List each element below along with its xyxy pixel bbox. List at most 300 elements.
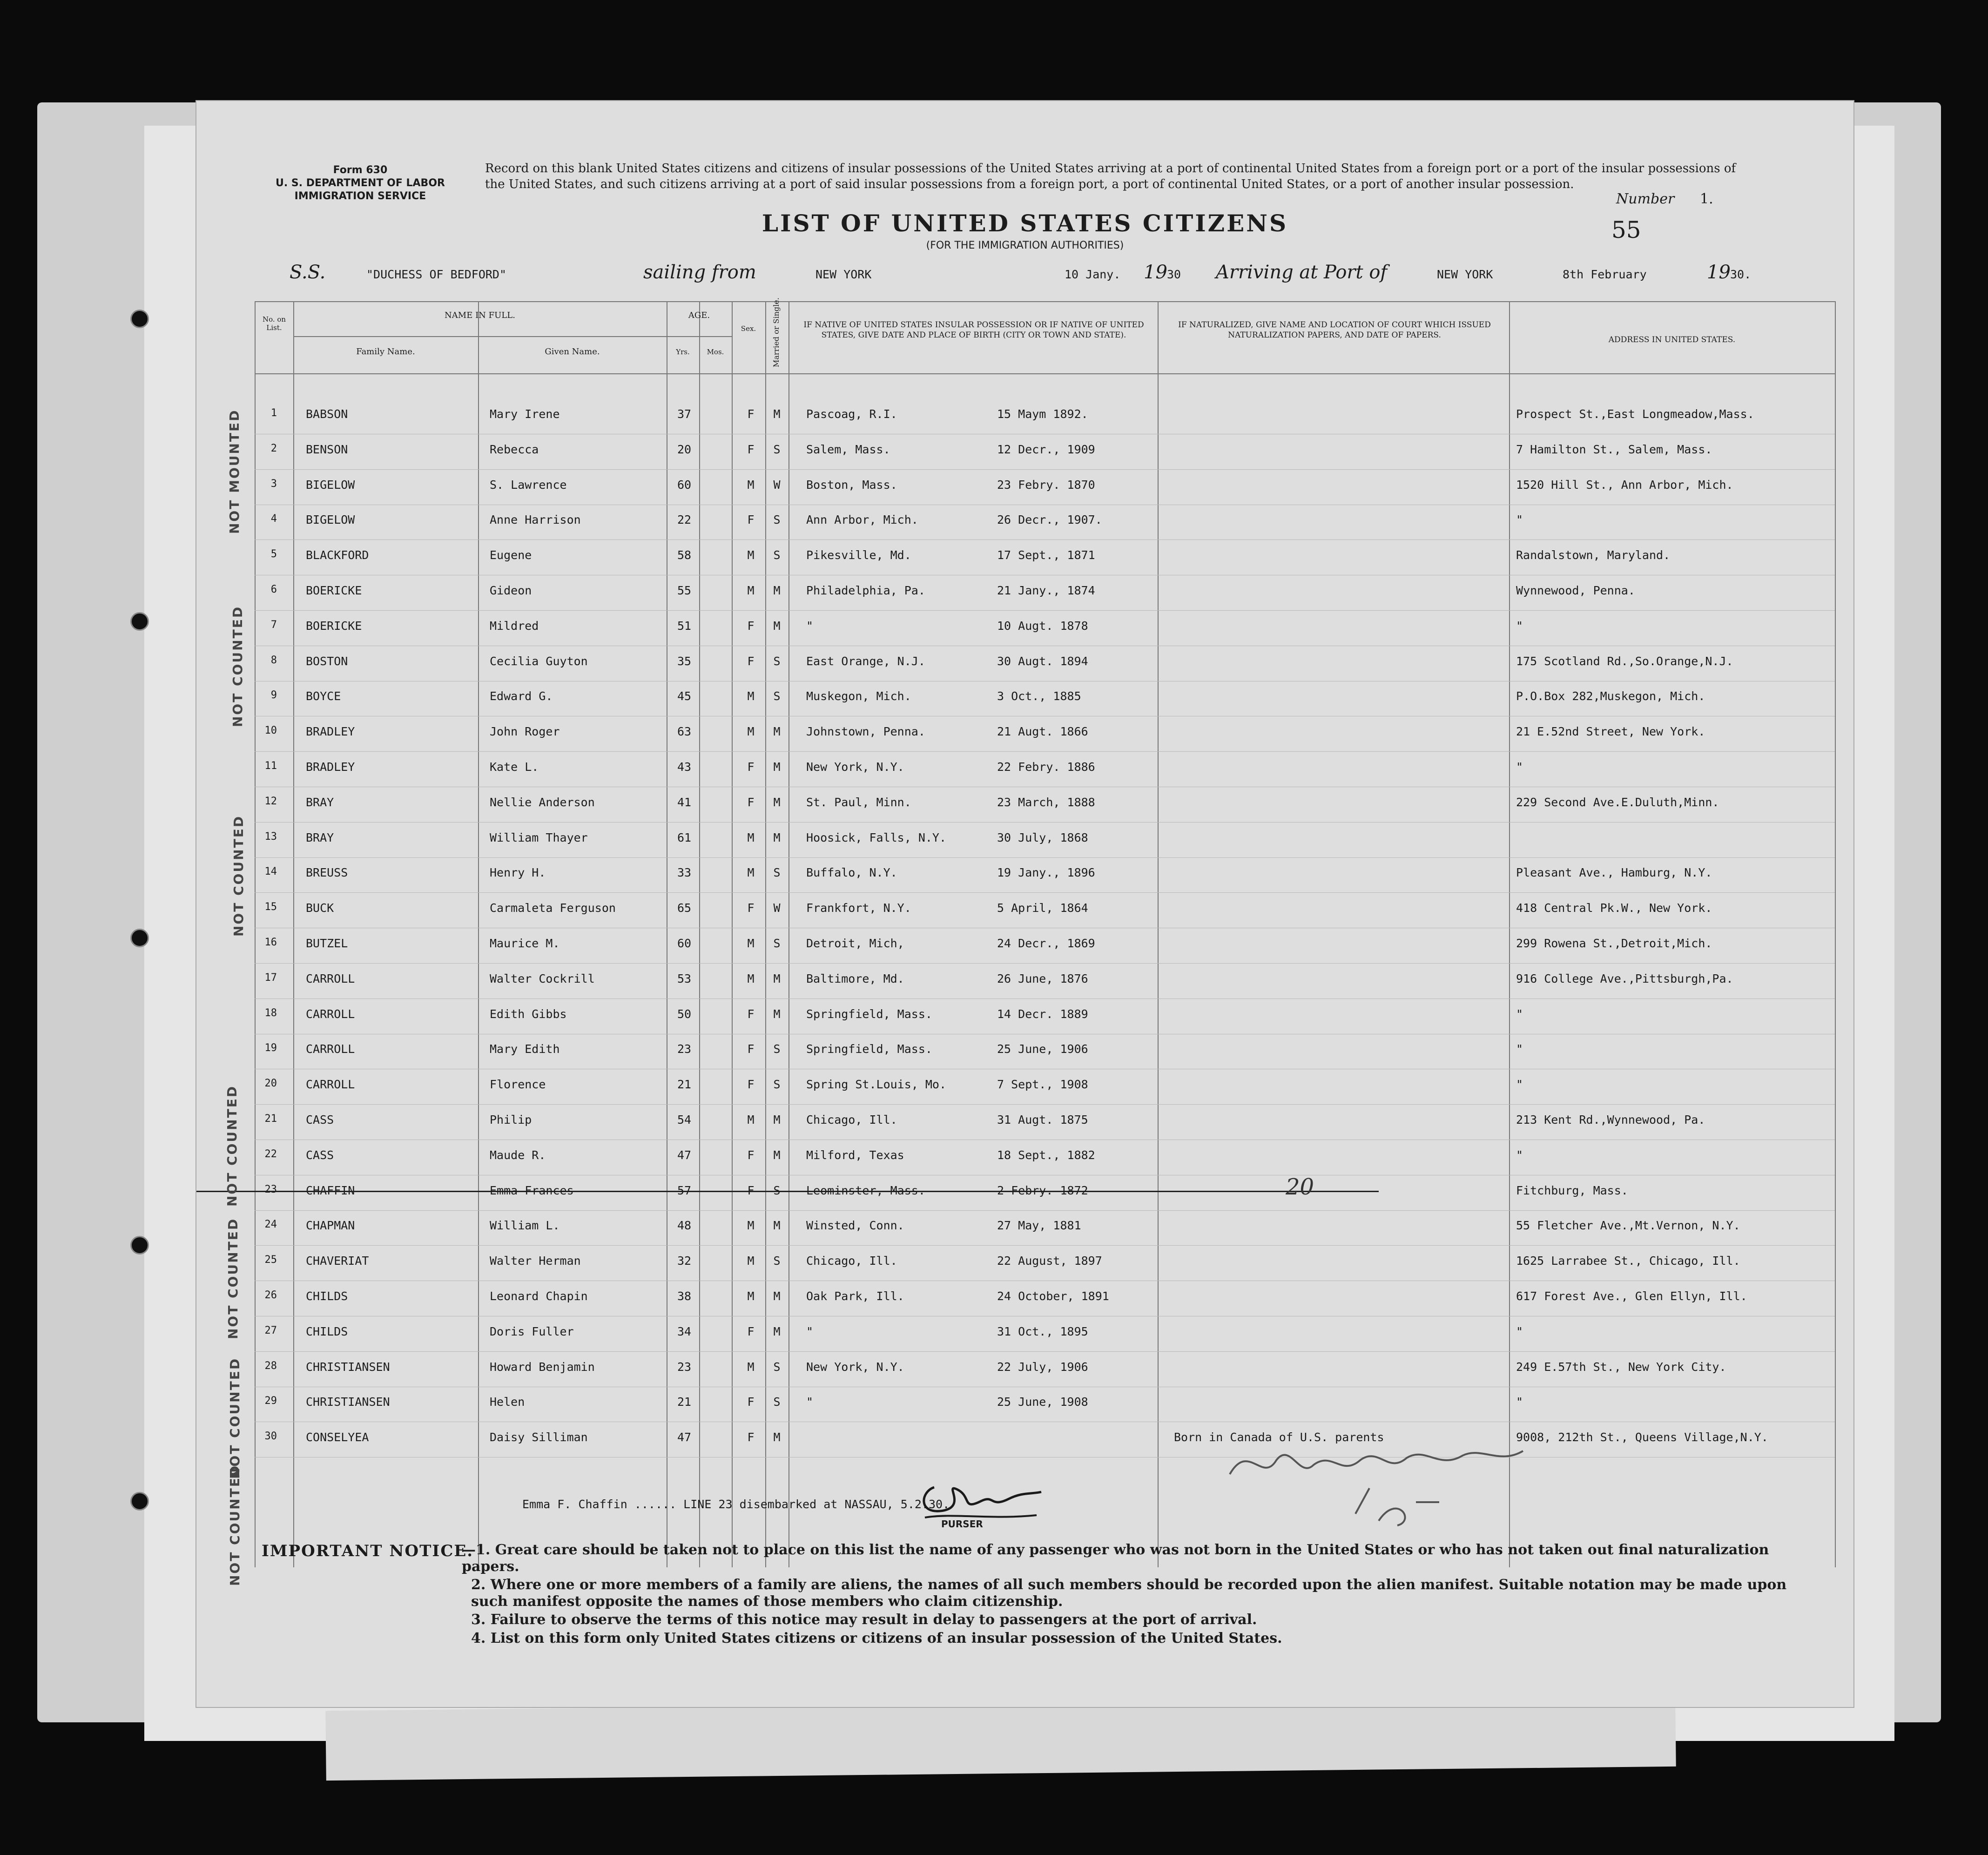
given-name: Mary Edith: [490, 1042, 560, 1056]
birth-date: 3 Oct., 1885: [997, 689, 1081, 703]
side-stamp: NOT COUNTED: [227, 1464, 243, 1586]
form-number: Form 630: [333, 164, 388, 176]
birth-place: Pascoag, R.I.: [806, 407, 897, 421]
address: Fitchburg, Mass.: [1516, 1184, 1628, 1197]
table-row: [196, 787, 1853, 823]
page-subtitle: (FOR THE IMMIGRATION AUTHORITIES): [926, 240, 1124, 251]
family-name: BRADLEY: [306, 760, 355, 774]
marital-status: M: [773, 1113, 781, 1126]
birth-date: 21 Jany., 1874: [997, 584, 1095, 597]
marital-status: W: [773, 478, 781, 492]
sex: M: [747, 548, 755, 562]
sex: M: [747, 937, 755, 950]
sex: F: [747, 654, 755, 668]
sex: F: [747, 1007, 755, 1021]
birth-place: Pikesville, Md.: [806, 548, 911, 562]
family-name: CHAFFIN: [306, 1184, 355, 1197]
age-years: 32: [677, 1254, 692, 1268]
birth-place: Salem, Mass.: [806, 443, 890, 456]
sailing-label: sailing from: [643, 262, 756, 283]
age-years: 65: [677, 901, 692, 915]
sex: M: [747, 725, 755, 738]
sex: F: [747, 1148, 755, 1162]
row-number: 15: [264, 901, 277, 913]
birth-date: 22 July, 1906: [997, 1360, 1088, 1374]
given-name: Mildred: [490, 619, 539, 633]
naturalization: Born in Canada of U.S. parents: [1174, 1430, 1384, 1444]
marital-status: M: [773, 760, 781, 774]
row-number: 12: [264, 796, 277, 807]
given-name: Kate L.: [490, 760, 539, 774]
sex: M: [747, 584, 755, 597]
row-number: 3: [270, 478, 277, 490]
sex: F: [747, 407, 755, 421]
row-number: 16: [264, 937, 277, 948]
address: Pleasant Ave., Hamburg, N.Y.: [1516, 866, 1712, 879]
birth-place: Frankfort, N.Y.: [806, 901, 911, 915]
birth-date: 15 Maym 1892.: [997, 407, 1088, 421]
departure-year: 30: [1167, 268, 1181, 281]
address: 55 Fletcher Ave.,Mt.Vernon, N.Y.: [1516, 1219, 1740, 1232]
age-years: 21: [677, 1078, 692, 1091]
given-name: Leonard Chapin: [490, 1289, 588, 1303]
given-name: Edward G.: [490, 689, 553, 703]
ship-name: "DUCHESS OF BEDFORD": [366, 268, 507, 281]
sex: F: [747, 1395, 755, 1409]
family-name: CHRISTIANSEN: [306, 1395, 390, 1409]
sex: M: [747, 1254, 755, 1268]
given-name: Anne Harrison: [490, 513, 581, 526]
sex: F: [747, 760, 755, 774]
given-name: Daisy Silliman: [490, 1430, 588, 1444]
row-number: 10: [264, 725, 277, 736]
table-row: [196, 1422, 1853, 1457]
birth-place: Chicago, Ill.: [806, 1254, 897, 1268]
age-years: 47: [677, 1148, 692, 1162]
number-label: Number: [1616, 191, 1675, 207]
arrival-date: 8th February: [1563, 268, 1647, 281]
age-years: 55: [677, 584, 692, 597]
disembark-note: Emma F. Chaffin ...... LINE 23 disembarked at NASSAU, 5.2.30.: [522, 1497, 950, 1511]
age-years: 51: [677, 619, 692, 633]
birth-place: Baltimore, Md.: [806, 972, 904, 985]
marital-status: M: [773, 1219, 781, 1232]
family-name: BRADLEY: [306, 725, 355, 738]
table-row: [196, 1105, 1853, 1140]
row-number: 11: [264, 760, 277, 772]
age-years: 38: [677, 1289, 692, 1303]
arriving-label: Arriving at Port of: [1216, 262, 1388, 283]
birth-date: 24 Decr., 1869: [997, 937, 1095, 950]
birth-date: 30 July, 1868: [997, 831, 1088, 844]
purser-signature: [916, 1473, 1046, 1524]
punch-hole: [130, 310, 149, 328]
marital-status: M: [773, 831, 781, 844]
age-years: 50: [677, 1007, 692, 1021]
punch-hole: [130, 1492, 149, 1511]
birth-place: Johnstown, Penna.: [806, 725, 925, 738]
address: ": [1516, 1042, 1523, 1056]
table-row: [196, 1316, 1853, 1352]
age-years: 61: [677, 831, 692, 844]
marital-status: S: [773, 548, 781, 562]
row-number: 4: [270, 513, 277, 525]
address: 418 Central Pk.W., New York.: [1516, 901, 1712, 915]
birth-place: Chicago, Ill.: [806, 1113, 897, 1126]
header-sex: Sex.: [741, 324, 756, 333]
age-subrule: [667, 336, 732, 337]
page-title: LIST OF UNITED STATES CITIZENS: [762, 209, 1288, 237]
page-number: 55: [1611, 216, 1641, 243]
given-name: Walter Herman: [490, 1254, 581, 1268]
table-row: [196, 434, 1853, 470]
handwritten-count: 20: [1286, 1174, 1314, 1200]
family-name: BIGELOW: [306, 513, 355, 526]
family-name: BOSTON: [306, 654, 348, 668]
birth-date: 23 Febry. 1870: [997, 478, 1095, 492]
address: 249 E.57th St., New York City.: [1516, 1360, 1726, 1374]
marital-status: S: [773, 937, 781, 950]
address: 299 Rowena St.,Detroit,Mich.: [1516, 937, 1712, 950]
marital-status: S: [773, 1360, 781, 1374]
birth-place: ": [806, 1395, 814, 1409]
given-name: Eugene: [490, 548, 532, 562]
address: Randalstown, Maryland.: [1516, 548, 1671, 562]
sex: F: [747, 1078, 755, 1091]
birth-date: 2 Febry. 1872: [997, 1184, 1088, 1197]
family-name: BIGELOW: [306, 478, 355, 492]
notice-item-3: 3. Failure to observe the terms of this notice may result in delay to passengers at the port of arrival.: [471, 1612, 1257, 1628]
birth-date: 25 June, 1906: [997, 1042, 1088, 1056]
row-number: 23: [264, 1184, 277, 1195]
birth-place: ": [806, 619, 814, 633]
row-number: 18: [264, 1007, 277, 1019]
given-name: Maude R.: [490, 1148, 546, 1162]
birth-place: Detroit, Mich,: [806, 937, 904, 950]
table-row: [196, 1352, 1853, 1387]
age-years: 23: [677, 1360, 692, 1374]
birth-place: Boston, Mass.: [806, 478, 897, 492]
marital-status: M: [773, 407, 781, 421]
row-number: 13: [264, 831, 277, 843]
birth-date: 26 Decr., 1907.: [997, 513, 1102, 526]
table-row: [196, 1175, 1853, 1211]
marital-status: M: [773, 725, 781, 738]
header-name-in-full: NAME IN FULL.: [445, 310, 515, 320]
table-row: [196, 1140, 1853, 1175]
department-name: U. S. DEPARTMENT OF LABOR: [276, 177, 445, 189]
inspector-signature: [1220, 1432, 1574, 1558]
address: 213 Kent Rd.,Wynnewood, Pa.: [1516, 1113, 1705, 1126]
table-row: [196, 1246, 1853, 1281]
header-address: ADDRESS IN UNITED STATES.: [1608, 335, 1736, 344]
age-years: 43: [677, 760, 692, 774]
row-number: 30: [264, 1430, 277, 1442]
table-row: [196, 928, 1853, 964]
marital-status: M: [773, 1289, 781, 1303]
address: 229 Second Ave.E.Duluth,Minn.: [1516, 796, 1719, 809]
given-name: Mary Irene: [490, 407, 560, 421]
birth-date: 12 Decr., 1909: [997, 443, 1095, 456]
birth-date: 31 Oct., 1895: [997, 1325, 1088, 1338]
given-name: William L.: [490, 1219, 560, 1232]
age-years: 23: [677, 1042, 692, 1056]
row-number: 5: [270, 548, 277, 560]
departure-date: 10 Jany.: [1065, 268, 1121, 281]
table-row: [196, 611, 1853, 646]
birth-date: 22 Febry. 1886: [997, 760, 1095, 774]
marital-status: M: [773, 584, 781, 597]
family-name: CHRISTIANSEN: [306, 1360, 390, 1374]
age-years: 33: [677, 866, 692, 879]
punch-hole: [130, 1236, 149, 1255]
family-name: CARROLL: [306, 972, 355, 985]
birth-place: Springfield, Mass.: [806, 1042, 932, 1056]
address: 1625 Larrabee St., Chicago, Ill.: [1516, 1254, 1740, 1268]
marital-status: S: [773, 443, 781, 456]
family-name: BUCK: [306, 901, 334, 915]
family-name: BREUSS: [306, 866, 348, 879]
age-years: 37: [677, 407, 692, 421]
family-name: CARROLL: [306, 1078, 355, 1091]
marital-status: S: [773, 513, 781, 526]
family-name: CASS: [306, 1148, 334, 1162]
address: Prospect St.,East Longmeadow,Mass.: [1516, 407, 1754, 421]
header-yrs: Yrs.: [676, 348, 690, 356]
given-name: Emma Frances: [490, 1184, 574, 1197]
header-given-name: Given Name.: [545, 347, 600, 357]
sex: F: [747, 796, 755, 809]
marital-status: S: [773, 654, 781, 668]
arrival-year: 30.: [1730, 268, 1752, 281]
age-years: 57: [677, 1184, 692, 1197]
notice-header: IMPORTANT NOTICE.: [262, 1542, 474, 1560]
punch-hole: [130, 612, 149, 631]
header-age: AGE.: [688, 310, 710, 320]
birth-place: St. Paul, Minn.: [806, 796, 911, 809]
given-name: Helen: [490, 1395, 525, 1409]
row-number: 1: [270, 407, 277, 419]
arrival-year-prefix: 19: [1707, 262, 1731, 283]
header-mos: Mos.: [707, 348, 724, 356]
row-number: 14: [264, 866, 277, 877]
birth-place: New York, N.Y.: [806, 1360, 904, 1374]
row-number: 17: [264, 972, 277, 984]
form-id: [276, 164, 445, 203]
birth-place: East Orange, N.J.: [806, 654, 925, 668]
table-row: [196, 1069, 1853, 1105]
header-no: No. on List.: [262, 315, 286, 332]
row-number: 8: [270, 654, 277, 666]
row-number: 9: [270, 689, 277, 701]
row-number: 21: [264, 1113, 277, 1125]
age-years: 63: [677, 725, 692, 738]
marital-status: M: [773, 1007, 781, 1021]
sex: M: [747, 1360, 755, 1374]
table-row: [196, 1034, 1853, 1069]
marital-status: S: [773, 1395, 781, 1409]
age-years: 22: [677, 513, 692, 526]
sex: F: [747, 619, 755, 633]
table-row: [196, 646, 1853, 681]
row-number: 26: [264, 1289, 277, 1301]
departure-year-prefix: 19: [1144, 262, 1167, 283]
table-row: [196, 893, 1853, 928]
address: 916 College Ave.,Pittsburgh,Pa.: [1516, 972, 1733, 985]
birth-date: 7 Sept., 1908: [997, 1078, 1088, 1091]
notice-item-1: —1. Great care should be taken not to place on this list the name of any passenger who was not born in the United States or who has not taken out final naturalization papers.: [462, 1542, 1769, 1575]
notice-item-4: 4. List on this form only United States citizens or citizens of an insular possession of the United States.: [471, 1630, 1282, 1646]
address: 175 Scotland Rd.,So.Orange,N.J.: [1516, 654, 1733, 668]
birth-date: 5 April, 1864: [997, 901, 1088, 915]
sex: M: [747, 1289, 755, 1303]
address: ": [1516, 1395, 1523, 1409]
age-years: 48: [677, 1219, 692, 1232]
birth-date: 17 Sept., 1871: [997, 548, 1095, 562]
given-name: Philip: [490, 1113, 532, 1126]
age-years: 21: [677, 1395, 692, 1409]
family-name: CONSELYEA: [306, 1430, 369, 1444]
table-top-rule: [255, 301, 1835, 302]
sex: M: [747, 478, 755, 492]
address: P.O.Box 282,Muskegon, Mich.: [1516, 689, 1705, 703]
table-row: [196, 752, 1853, 787]
birth-date: 19 Jany., 1896: [997, 866, 1095, 879]
birth-date: 31 Augt. 1875: [997, 1113, 1088, 1126]
birth-date: 18 Sept., 1882: [997, 1148, 1095, 1162]
row-number: 19: [264, 1042, 277, 1054]
row-number: 6: [270, 584, 277, 595]
age-years: 60: [677, 478, 692, 492]
service-name: IMMIGRATION SERVICE: [294, 190, 426, 202]
birth-date: 14 Decr. 1889: [997, 1007, 1088, 1021]
given-name: Maurice M.: [490, 937, 560, 950]
birth-place: Milford, Texas: [806, 1148, 904, 1162]
birth-date: 30 Augt. 1894: [997, 654, 1088, 668]
row-number: 27: [264, 1325, 277, 1336]
sex: M: [747, 689, 755, 703]
side-stamp: NOT COUNTED: [231, 815, 246, 937]
marital-status: S: [773, 1078, 781, 1091]
sex: F: [747, 1042, 755, 1056]
given-name: Rebecca: [490, 443, 539, 456]
age-years: 41: [677, 796, 692, 809]
given-name: Gideon: [490, 584, 532, 597]
header-birth: IF NATIVE OF UNITED STATES INSULAR POSSESSION OR IF NATIVE OF UNITED STATES, GIVE DATE AND PLACE OF BIRTH (CITY OR TOWN AND STATE).: [803, 320, 1144, 340]
address: Wynnewood, Penna.: [1516, 584, 1635, 597]
table-row: [196, 1281, 1853, 1316]
birth-place: Ann Arbor, Mich.: [806, 513, 918, 526]
age-years: 47: [677, 1430, 692, 1444]
age-years: 60: [677, 937, 692, 950]
table-row: [196, 1387, 1853, 1422]
family-name: CARROLL: [306, 1007, 355, 1021]
birth-place: Spring St.Louis, Mo.: [806, 1078, 947, 1091]
table-row: [196, 1210, 1853, 1246]
side-stamp: NOT COUNTED: [225, 1217, 241, 1339]
marital-status: M: [773, 972, 781, 985]
sex: F: [747, 443, 755, 456]
sex: F: [747, 1325, 755, 1338]
sex: M: [747, 1113, 755, 1126]
table-row: [196, 575, 1853, 611]
birth-place: Hoosick, Falls, N.Y.: [806, 831, 947, 844]
row-number: 7: [270, 619, 277, 631]
family-name: CHILDS: [306, 1289, 348, 1303]
side-stamp: NOT MOUNTED: [227, 409, 242, 534]
birth-place: ": [806, 1325, 814, 1338]
side-stamp: NOT COUNTED: [227, 1357, 243, 1479]
family-name: BRAY: [306, 831, 334, 844]
age-years: 53: [677, 972, 692, 985]
sex: M: [747, 1219, 755, 1232]
given-name: Carmaleta Ferguson: [490, 901, 616, 915]
age-years: 54: [677, 1113, 692, 1126]
address: ": [1516, 513, 1523, 526]
birth-place: Muskegon, Mich.: [806, 689, 911, 703]
age-years: 45: [677, 689, 692, 703]
marital-status: M: [773, 1430, 781, 1444]
birth-place: Buffalo, N.Y.: [806, 866, 897, 879]
sex: M: [747, 866, 755, 879]
sex: M: [747, 972, 755, 985]
marital-status: S: [773, 1042, 781, 1056]
ss-label: S.S.: [290, 262, 326, 283]
table-row: [196, 999, 1853, 1034]
intro-text: Record on this blank United States citizens and citizens of insular possessions of the United States arriving at a port of continental United States from a foreign port or a port of the insular possessions of the United States, and such citizens arriving at a port of said insular possessions from a foreign port, a port of continental United States, or a port of another insular possession.: [485, 162, 1736, 191]
side-stamp: NOT COUNTED: [230, 605, 245, 727]
table-row: [196, 470, 1853, 505]
table-row: [196, 505, 1853, 540]
given-name: Cecilia Guyton: [490, 654, 588, 668]
address: ": [1516, 1007, 1523, 1021]
paper-scrap: [325, 1697, 1676, 1781]
given-name: S. Lawrence: [490, 478, 567, 492]
family-name: BRAY: [306, 796, 334, 809]
row-number: 29: [264, 1395, 277, 1407]
family-name: CHILDS: [306, 1325, 348, 1338]
family-name: BOYCE: [306, 689, 341, 703]
given-name: Edith Gibbs: [490, 1007, 567, 1021]
table-row: [196, 716, 1853, 752]
header-bottom-rule: [255, 373, 1835, 374]
marital-status: S: [773, 1184, 781, 1197]
given-name: Walter Cockrill: [490, 972, 595, 985]
name-subrule: [293, 336, 667, 337]
table-row: [196, 857, 1853, 893]
birth-date: 23 March, 1888: [997, 796, 1095, 809]
punch-hole: [130, 929, 149, 947]
age-years: 34: [677, 1325, 692, 1338]
marital-status: W: [773, 901, 781, 915]
given-name: John Roger: [490, 725, 560, 738]
sex: F: [747, 1430, 755, 1444]
address: ": [1516, 1078, 1523, 1091]
marital-status: S: [773, 1254, 781, 1268]
number-value: 1.: [1700, 191, 1713, 207]
row-number: 22: [264, 1148, 277, 1160]
given-name: Florence: [490, 1078, 546, 1091]
address: ": [1516, 760, 1523, 774]
header-married-single: Married or Single.: [772, 297, 781, 367]
address: ": [1516, 1148, 1523, 1162]
address: ": [1516, 619, 1523, 633]
given-name: Howard Benjamin: [490, 1360, 595, 1374]
arrival-port: NEW YORK: [1437, 268, 1493, 281]
address: ": [1516, 1325, 1523, 1338]
family-name: BABSON: [306, 407, 348, 421]
table-row: [196, 681, 1853, 716]
